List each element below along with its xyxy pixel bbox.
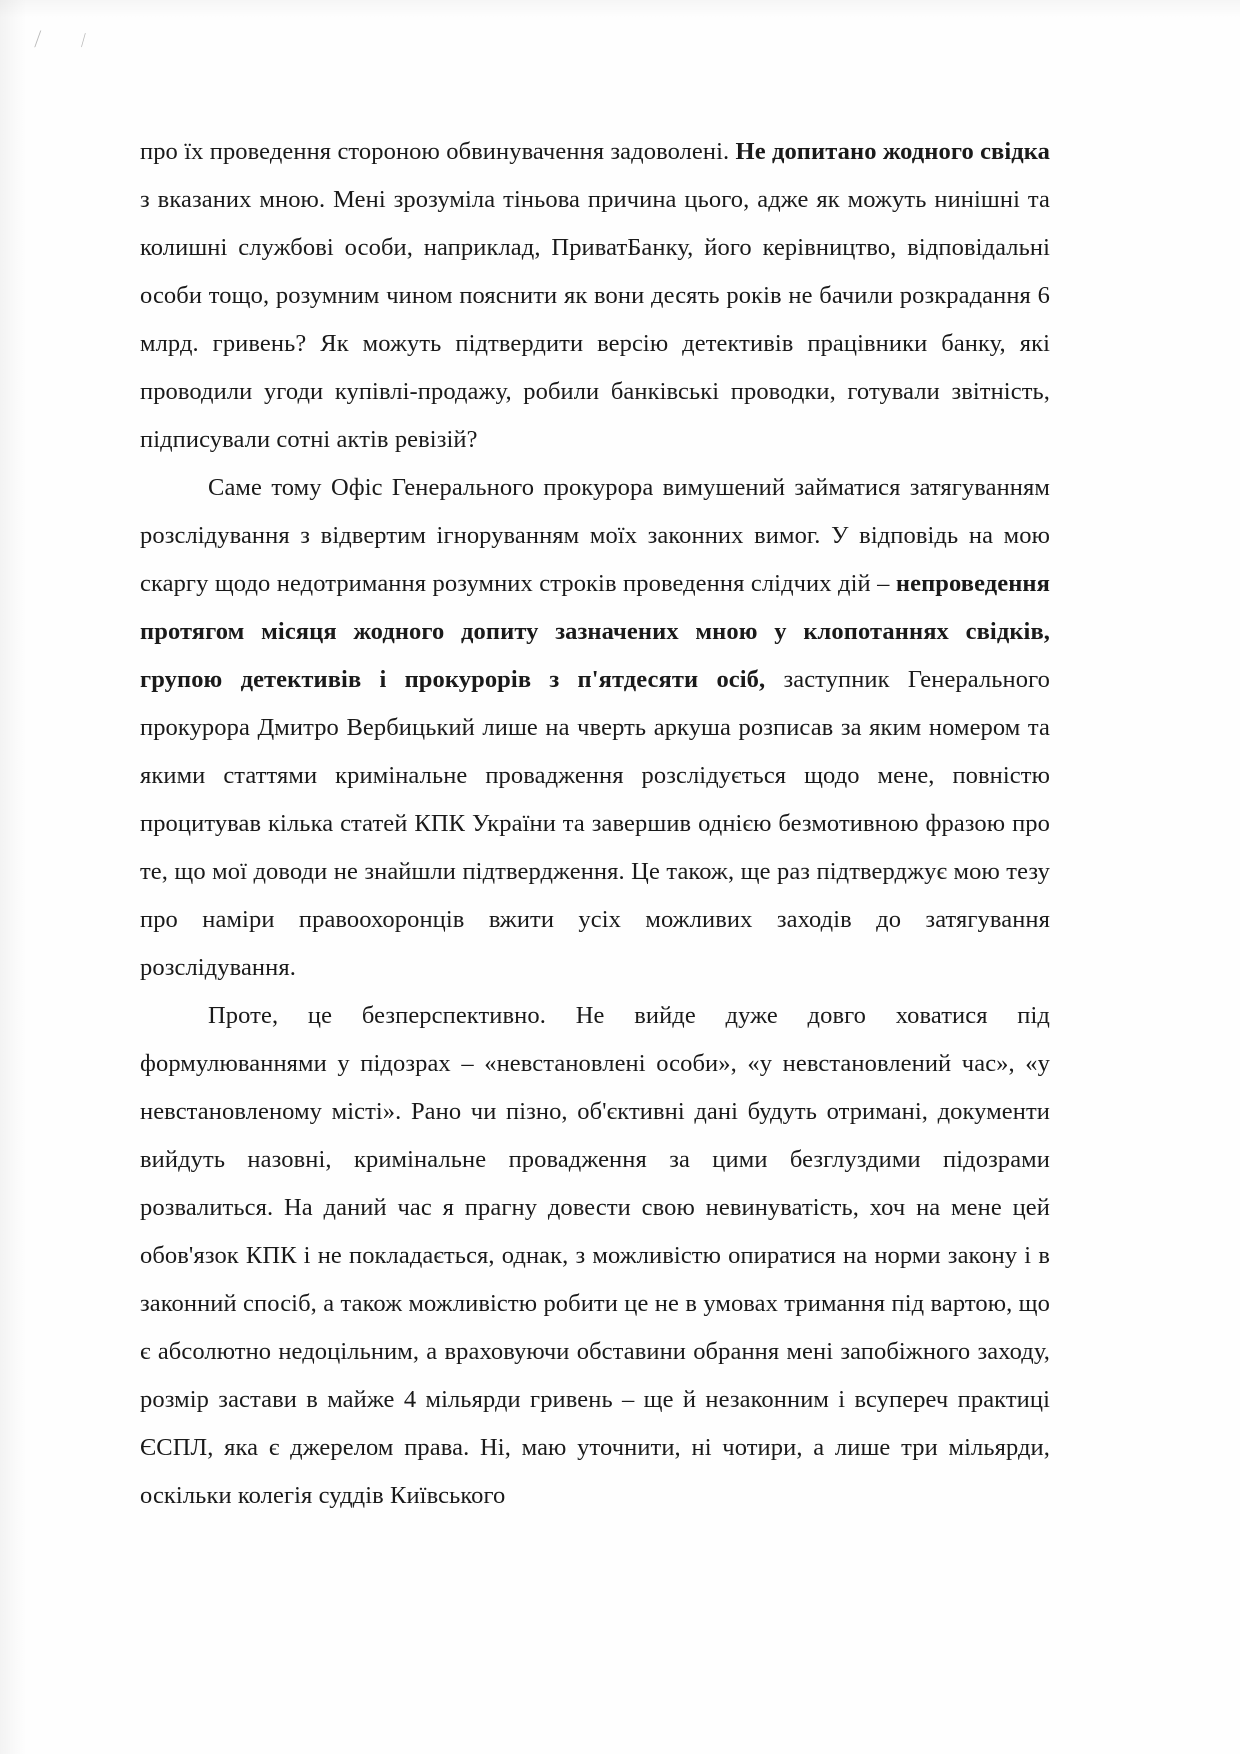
scan-artifact-icon: ⁄ [32, 25, 43, 52]
scan-artifact-icon: ⁄ [78, 30, 89, 50]
paragraph [140, 464, 1050, 992]
page-edge-shading-top [0, 0, 1240, 18]
text-run: Саме тому Офіс Генерального прокурора вимушений займатися затягуванням розслідування з відвертим ігноруванням моїх законних вимог. У відповідь на мою скаргу щодо недотримання розумних строків проведення слідчих дій – [140, 474, 1050, 597]
emphasized-text-run: непроведення протягом місяця жодного допиту зазначених мною у клопотаннях свідків, групою детективів і прокурорів з п'ятдесяти осіб, [140, 570, 1050, 693]
text-run: заступник Генерального прокурора Дмитро Вербицький лише на чверть аркуша розписав за яким номером та якими статтями кримінальне провадження розслідується щодо мене, повністю процитував кілька статей КПК України та завершив однією безмотивною фразою про те, що мої доводи не знайшли підтвердження. Це також, ще раз підтверджує мою тезу про наміри правоохоронців вжити усіх можливих заходів до затягування розслідування. [140, 666, 1051, 981]
text-run: з вказаних мною. Мені зрозуміла тіньова причина цього, адже як можуть нинішні та колишні службові особи, наприклад, ПриватБанку, його керівництво, відповідальні особи тощо, розумним чином пояснити як вони десять років не бачили розкрадання 6 млрд. гривень? Як можуть підтвердити версію детективів працівники банку, які проводили угоди купівлі-продажу, робили банківські проводки, готували звітність, підписували сотні актів ревізій? [140, 186, 1050, 453]
emphasized-text-run: Не допитано жодного свідка [735, 138, 1050, 165]
document-body [140, 128, 1050, 1520]
text-run: про їх проведення стороною обвинувачення задоволені. [140, 138, 736, 165]
paragraph [140, 128, 1050, 464]
page-edge-shading-left [0, 0, 26, 1754]
paragraph [140, 992, 1050, 1520]
text-run: Проте, це безперспективно. Не вийде дуже довго ховатися під формулюваннями у підозрах – «невстановлені особи», «у невстановлений час», «у невстановленому місті». Рано чи пізно, об'єктивні дані будуть отримані, документи вийдуть назовні, кримінальне провадження за цими безглуздими підозрами розвалиться. На даний час я прагну довести свою невинуватість, хоч на мене цей обов'язок КПК і не покладається, однак, з можливістю опиратися на норми закону і в законний спосіб, а також можливістю робити це не в умовах тримання під вартою, що є абсолютно недоцільним, а враховуючи обставини обрання мені запобіжного заходу, розмір застави в майже 4 мільярди гривень – ще й незаконним і всупереч практиці ЄСПЛ, яка є джерелом права. Ні, маю уточнити, ні чотири, а лише три мільярди, оскільки колегія суддів Київського [140, 1002, 1050, 1509]
